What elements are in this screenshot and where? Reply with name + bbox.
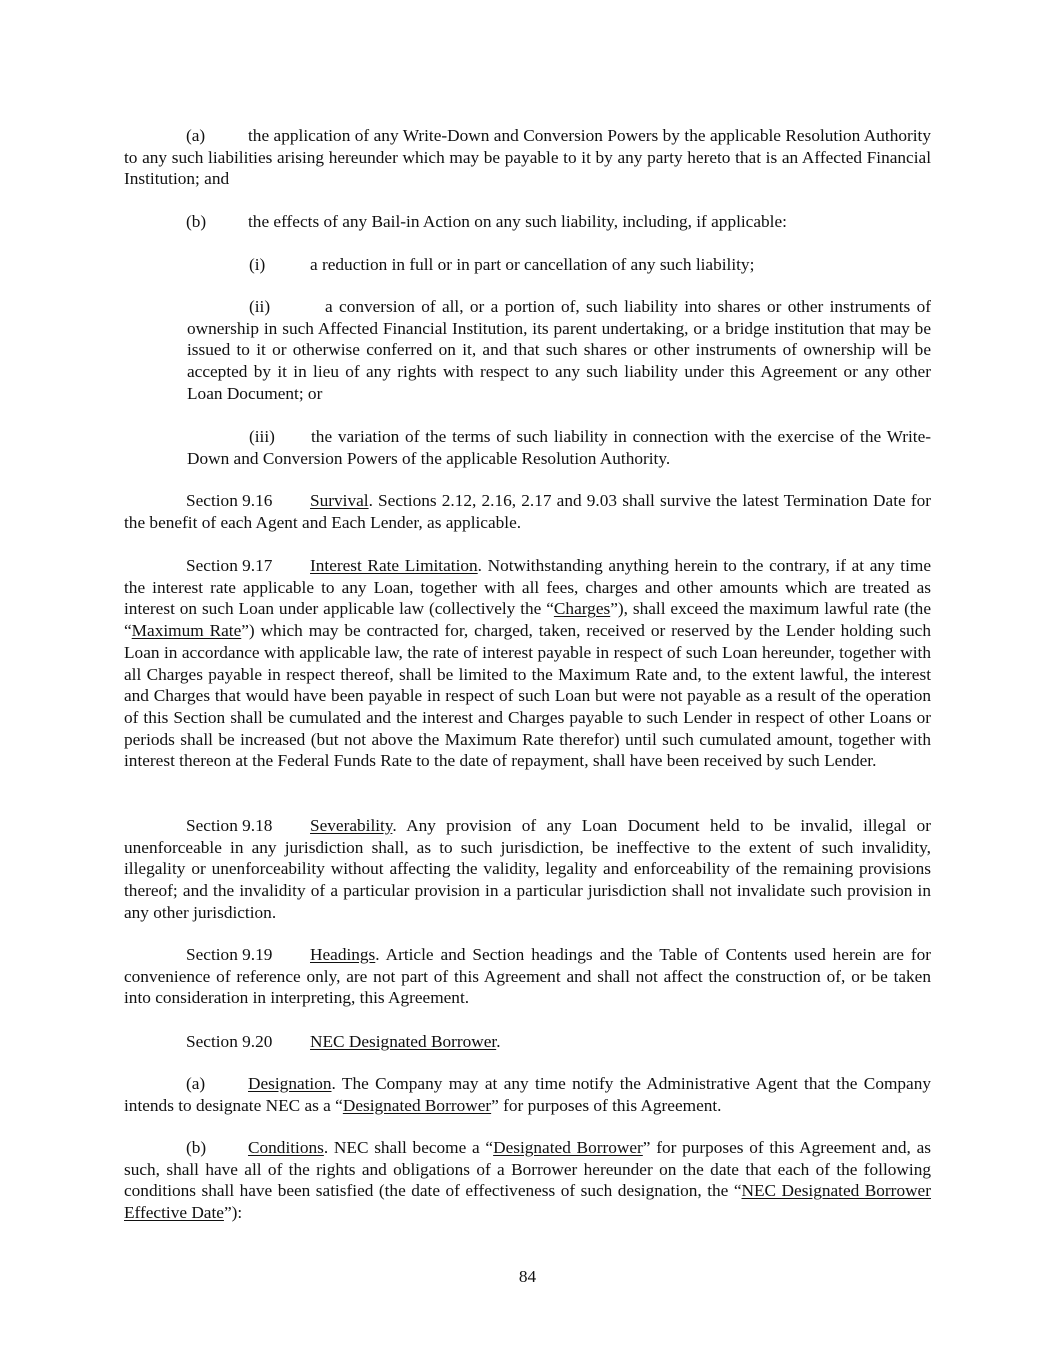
paragraph-a-text: the application of any Write-Down and Conversion Powers by the applicable Resolution Authority to any such liabilities arising hereunder which may be payable to it by any party hereto that is an Affected Financial Institution; and [124, 126, 931, 189]
section-9-16-heading: Survival [310, 491, 369, 510]
section-9-20-b-heading: Conditions [248, 1138, 324, 1157]
section-9-20-number: Section 9.20 [186, 1032, 273, 1051]
section-9-20-a-text-1: . The Company may at any time notify the Administrative Agent that the Company intends to designate NEC as a “ [124, 1074, 931, 1115]
section-9-20-a-text-2: ” for purposes of this Agreement. [491, 1095, 722, 1115]
section-9-20-b-text-2: ” for purposes of this Agreement and, as such, shall have all of the rights and obligations of a Borrower hereunder on the date that each of the following conditions shall have been satisfied (the date of effectiveness of such designation, the “ [124, 1138, 931, 1201]
section-9-16-text: . Sections 2.12, 2.16, 2.17 and 9.03 shall survive the latest Termination Date for the benefit of each Agent and Each Lender, as applicable. [124, 491, 931, 532]
section-9-19-text: . Article and Section headings and the Table of Contents used herein are for convenience of reference only, are not part of this Agreement and shall not affect the construction of, or be taken into consideration in interpreting, this Agreement. [124, 945, 931, 1008]
defined-term-nec-effective-date: NEC Designated Borrower Effective Date [124, 1181, 931, 1223]
defined-term-designated-borrower: Designated Borrower [342, 1095, 492, 1115]
section-9-17-text-1: . Notwithstanding anything herein to the contrary, if at any time the interest rate applicable to any Loan, together with all fees, charges and other amounts which are treated as interest on such Loan under applicable law (collectively the “ [124, 556, 931, 619]
section-9-20-a-label: (a) [186, 1074, 206, 1093]
section-9-20-a-heading: Designation [248, 1074, 332, 1093]
section-9-19-heading: Headings [310, 945, 376, 964]
section-9-16-number: Section 9.16 [186, 491, 273, 510]
section-9-19 [124, 944, 931, 1009]
paragraph-iii-text: the variation of the terms of such liability in connection with the exercise of the Write-Down and Conversion Powers of the applicable Resolution Authority. [187, 427, 931, 468]
section-9-20-a [124, 1073, 931, 1116]
paragraph-i-text: a reduction in full or in part or cancellation of any such liability; [310, 255, 755, 274]
section-9-17 [124, 555, 931, 772]
section-9-20-b-text-1: . NEC shall become a “ [323, 1138, 494, 1157]
paragraph-b-text: the effects of any Bail-in Action on any such liability, including, if applicable: [248, 212, 787, 231]
paragraph-ii [187, 296, 931, 405]
section-9-17-text-3: ”) which may be contracted for, charged, taken, received or reserved by the Lender holding such Loan in accordance with applicable law, the rate of interest payable in respect of such Loan hereunder, together with all Charges payable in respect thereof, shall be limited to the Maximum Rate and, to the extent lawful, the interest and Charges that would have been payable in respect of such Loan but were not payable as a result of the operation of this Section shall be cumulated and the interest and Charges payable to such Lender in respect of other Loans or periods shall be increased (but not above the Maximum Rate therefor) until such cumulated amount, together with interest thereon at the Federal Funds Rate to the date of repayment, shall have been received by such Lender. [124, 621, 931, 771]
section-9-17-text-2: ”), shall exceed the maximum lawful rate (the “ [124, 599, 931, 641]
section-9-20 [124, 1031, 931, 1053]
section-9-17-heading: Interest Rate Limitation [310, 556, 478, 575]
paragraph-iii-label: (iii) [249, 427, 275, 446]
section-9-18-text: . Any provision of any Loan Document held to be invalid, illegal or unenforceable in any jurisdiction shall, as to such jurisdiction, be ineffective to the extent of such invalidity, illegality or unenforceability without affecting the validity, legality and enforceability of the remaining provisions thereof; and the invalidity of a particular provision in a particular jurisdiction shall not invalidate such provision in any other jurisdiction. [124, 816, 931, 922]
section-9-20-heading: NEC Designated Borrower [310, 1032, 497, 1051]
section-9-20-text: . [496, 1032, 501, 1051]
paragraph-ii-text: a conversion of all, or a portion of, such liability into shares or other instruments of ownership in such Affected Financial Institution, its parent undertaking, or a bridge institution that may be issued to it or otherwise conferred on it, and that such shares or other instruments of ownership will be accepted by it in lieu of any rights with respect to any such liability under this Agreement or any other Loan Document; or [187, 297, 931, 403]
section-9-20-b-label: (b) [186, 1138, 207, 1157]
paragraph-i-label: (i) [249, 255, 266, 274]
paragraph-iii [187, 426, 931, 469]
paragraph-b-label: (b) [186, 212, 207, 231]
section-9-17-number: Section 9.17 [186, 556, 273, 575]
section-9-18 [124, 815, 931, 924]
paragraph-a-label: (a) [186, 126, 206, 145]
section-9-20-b-text-3: ”): [223, 1203, 243, 1223]
paragraph-a [124, 125, 931, 190]
paragraph-ii-label: (ii) [249, 297, 271, 316]
section-9-19-number: Section 9.19 [186, 945, 273, 964]
section-9-18-number: Section 9.18 [186, 816, 273, 835]
defined-term-maximum-rate: Maximum Rate [131, 621, 242, 641]
page-number: 84 [518, 1267, 537, 1286]
section-9-18-heading: Severability [310, 816, 393, 835]
defined-term-designated-borrower-2: Designated Borrower [493, 1138, 643, 1157]
paragraph-i [187, 254, 931, 276]
section-9-16 [124, 490, 931, 533]
defined-term-charges: Charges [553, 599, 611, 619]
section-9-20-b [124, 1137, 931, 1224]
paragraph-b [124, 211, 931, 233]
